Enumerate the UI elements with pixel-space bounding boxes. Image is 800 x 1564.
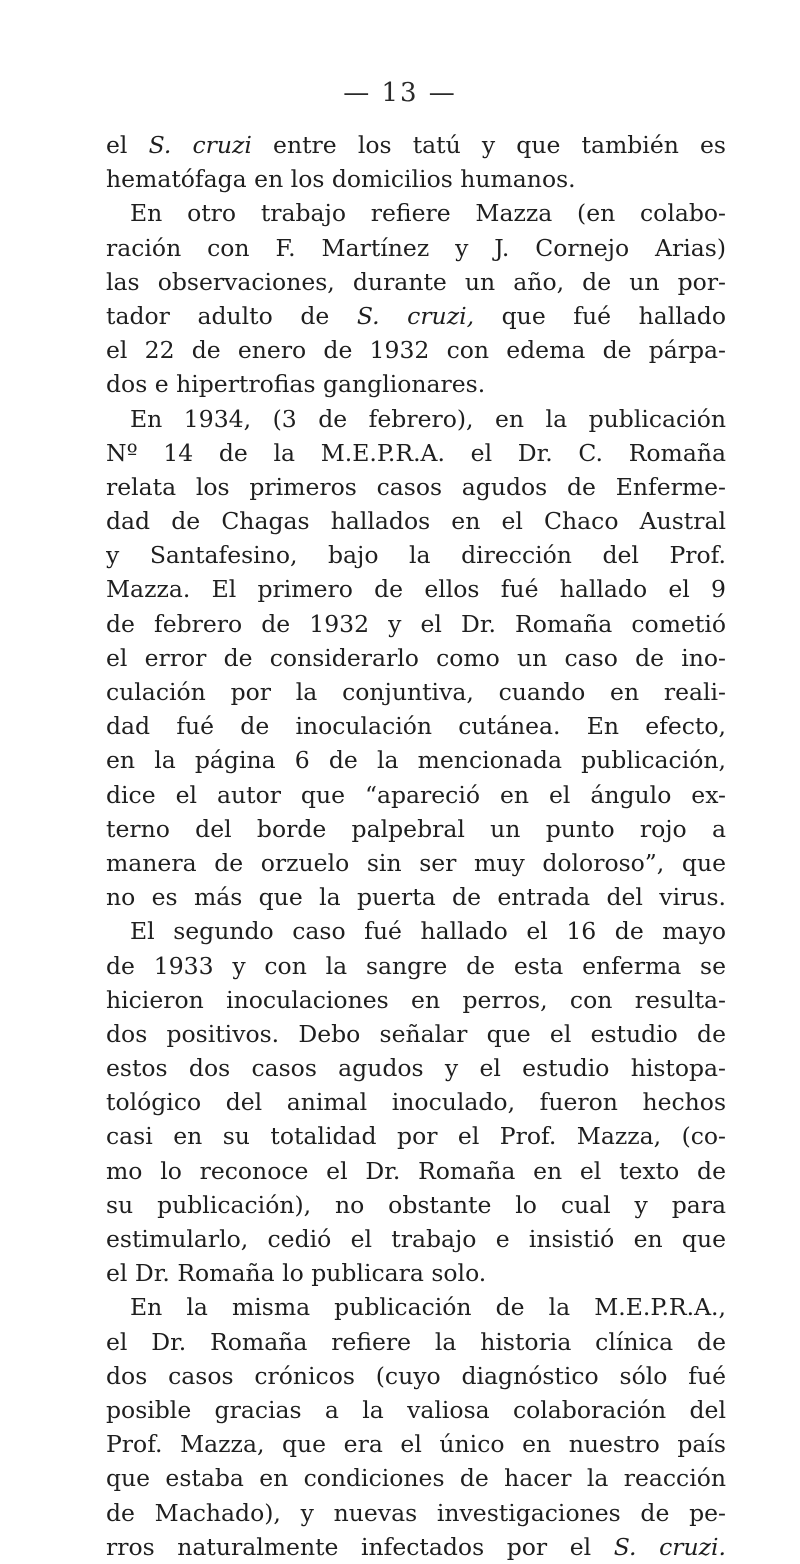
text-line: y Santafesino, bajo la dirección del Prof. <box>106 541 726 570</box>
text-line: relata los primeros casos agudos de Enferme- <box>106 472 726 501</box>
text-line: de febrero de 1932 y el Dr. Romaña cometió <box>106 609 726 638</box>
text-line: estimularlo, cedió el trabajo e insistió en que <box>106 1225 726 1253</box>
text-run: rros naturalmente infectados por el <box>106 1532 614 1561</box>
text-line <box>106 1530 726 1564</box>
text-line: posible gracias a la valiosa colaboración del <box>106 1395 726 1424</box>
page-number: — 13 — <box>343 78 457 108</box>
text-line <box>106 299 726 333</box>
text-line: de 1933 y con la sangre de esta enferma se <box>106 951 726 980</box>
text-line <box>106 128 726 162</box>
text-line: ración con F. Martínez y J. Cornejo Arias) <box>106 233 726 262</box>
body-text <box>106 128 726 1564</box>
text-line: las observaciones, durante un año, de un por- <box>106 267 726 296</box>
text-line: dos e hipertrofias ganglionares. <box>106 370 486 399</box>
text-line: terno del borde palpebral un punto rojo a <box>106 814 726 843</box>
text-run: el <box>106 131 149 159</box>
text-line: de Machado), y nuevas investigaciones de pe- <box>106 1498 726 1527</box>
text-line: casi en su totalidad por el Prof. Mazza, (co- <box>106 1122 726 1151</box>
text-line: Mazza. El primero de ellos fué hallado el 9 <box>106 575 726 604</box>
text-line: en la página 6 de la mencionada publicación, <box>106 746 726 775</box>
text-run: que fué hallado <box>474 301 726 330</box>
text-line: el 22 de enero de 1932 con edema de párpa- <box>106 336 726 365</box>
text-line: el Dr. Romaña lo publicara solo. <box>106 1259 487 1288</box>
text-line: el error de considerarlo como un caso de ino- <box>106 643 726 672</box>
text-line: dad de Chagas hallados en el Chaco Austral <box>106 507 726 536</box>
text-line: mo lo reconoce el Dr. Romaña en el texto de <box>106 1156 726 1185</box>
text-line: culación por la conjuntiva, cuando en reali- <box>106 678 726 706</box>
text-line: el Dr. Romaña refiere la historia clínica de <box>106 1327 726 1356</box>
text-line: tológico del animal inoculado, fueron hechos <box>106 1088 726 1117</box>
text-line: estos dos casos agudos y el estudio histopa- <box>106 1054 726 1083</box>
text-line: manera de orzuelo sin ser muy doloroso”, que <box>106 848 726 877</box>
text-line: dos positivos. Debo señalar que el estudio de <box>106 1019 726 1048</box>
text-line: En 1934, (3 de febrero), en la publicación <box>130 404 726 433</box>
text-line: dad fué de inoculación cutánea. En efecto, <box>106 712 726 741</box>
italic-species-name: S. cruzi <box>148 131 252 159</box>
text-line: dice el autor que “apareció en el ángulo ex- <box>106 780 726 809</box>
text-line: En la misma publicación de la M.E.P.R.A., <box>130 1293 726 1322</box>
text-line: que estaba en condiciones de hacer la reacción <box>106 1464 726 1493</box>
text-line: hematófaga en los domicilios humanos. <box>106 165 576 194</box>
text-line: Prof. Mazza, que era el único en nuestro país <box>106 1430 726 1459</box>
text-line: hicieron inoculaciones en perros, con resulta- <box>106 985 726 1014</box>
text-line: dos casos crónicos (cuyo diagnóstico sólo fué <box>106 1361 726 1390</box>
italic-species-name: S. cruzi, <box>356 301 475 330</box>
text-run: entre los tatú y que también es <box>251 131 726 159</box>
text-line: El segundo caso fué hallado el 16 de mayo <box>130 917 726 946</box>
text-line: Nº 14 de la M.E.P.R.A. el Dr. C. Romaña <box>106 438 726 467</box>
text-run: tador adulto de <box>106 301 357 330</box>
text-line: su publicación), no obstante lo cual y para <box>106 1190 726 1219</box>
text-line: no es más que la puerta de entrada del virus. <box>106 883 726 912</box>
italic-species-name: S. cruzi. <box>613 1532 726 1561</box>
text-line: En otro trabajo refiere Mazza (en colabo- <box>130 199 726 228</box>
